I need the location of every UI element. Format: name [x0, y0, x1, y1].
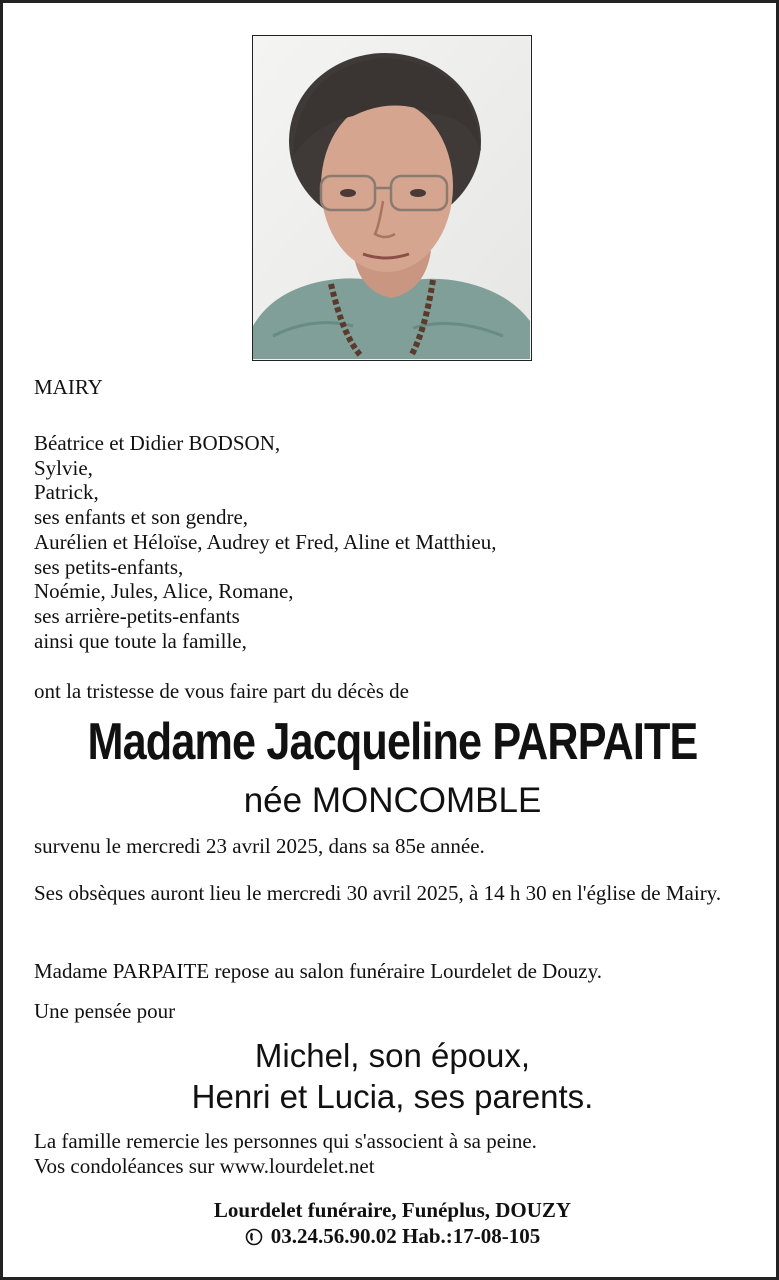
funeral-home-footer [3, 1197, 779, 1249]
funeral-home-name: Lourdelet funéraire, Funéplus, DOUZY [213, 1198, 572, 1222]
announcement-text: ont la tristesse de vous faire part du décès de [34, 679, 409, 703]
remembered-line: Henri et Lucia, ses parents. [191, 1078, 594, 1115]
funeral-info: Ses obsèques auront lieu le mercredi 30 avril 2025, à 14 h 30 en l'église de Mairy. [34, 881, 722, 905]
thanks-line: La famille remercie les personnes qui s'associent à sa peine. [34, 1129, 537, 1153]
thought-intro: Une pensée pour [34, 999, 176, 1023]
death-info: survenu le mercredi 23 avril 2025, dans sa 85e année. [34, 834, 485, 858]
family-line: ses arrière-petits-enfants [34, 603, 240, 628]
deceased-name: Madame Jacqueline PARPAITE [87, 713, 698, 771]
family-line: Patrick, [34, 480, 99, 505]
family-list [34, 431, 496, 653]
town-label: MAIRY [34, 375, 103, 399]
portrait-illustration [253, 36, 530, 359]
family-line: Noémie, Jules, Alice, Romane, [34, 579, 294, 604]
family-line: Aurélien et Héloïse, Audrey et Fred, Aline et Matthieu, [34, 529, 497, 554]
contact-line [3, 1223, 779, 1249]
remembered-line: Michel, son époux, [254, 1037, 531, 1074]
family-line: ainsi que toute la famille, [34, 628, 247, 653]
family-line: ses enfants et son gendre, [34, 505, 249, 530]
family-line: Sylvie, [34, 455, 93, 480]
contact-text: 03.24.56.90.02 Hab.:17-08-105 [270, 1224, 541, 1248]
family-line: Béatrice et Didier BODSON, [34, 431, 281, 455]
maiden-name: née MONCOMBLE [243, 781, 542, 820]
phone-icon [245, 1223, 263, 1249]
family-line: ses petits-enfants, [34, 554, 184, 579]
thanks-block [34, 1129, 537, 1179]
rest-info: Madame PARPAITE repose au salon funéraire Lourdelet de Douzy. [34, 959, 603, 983]
portrait-photo [252, 35, 532, 361]
condolences-line: Vos condoléances sur www.lourdelet.net [34, 1154, 375, 1178]
remembered-list [3, 1035, 779, 1117]
